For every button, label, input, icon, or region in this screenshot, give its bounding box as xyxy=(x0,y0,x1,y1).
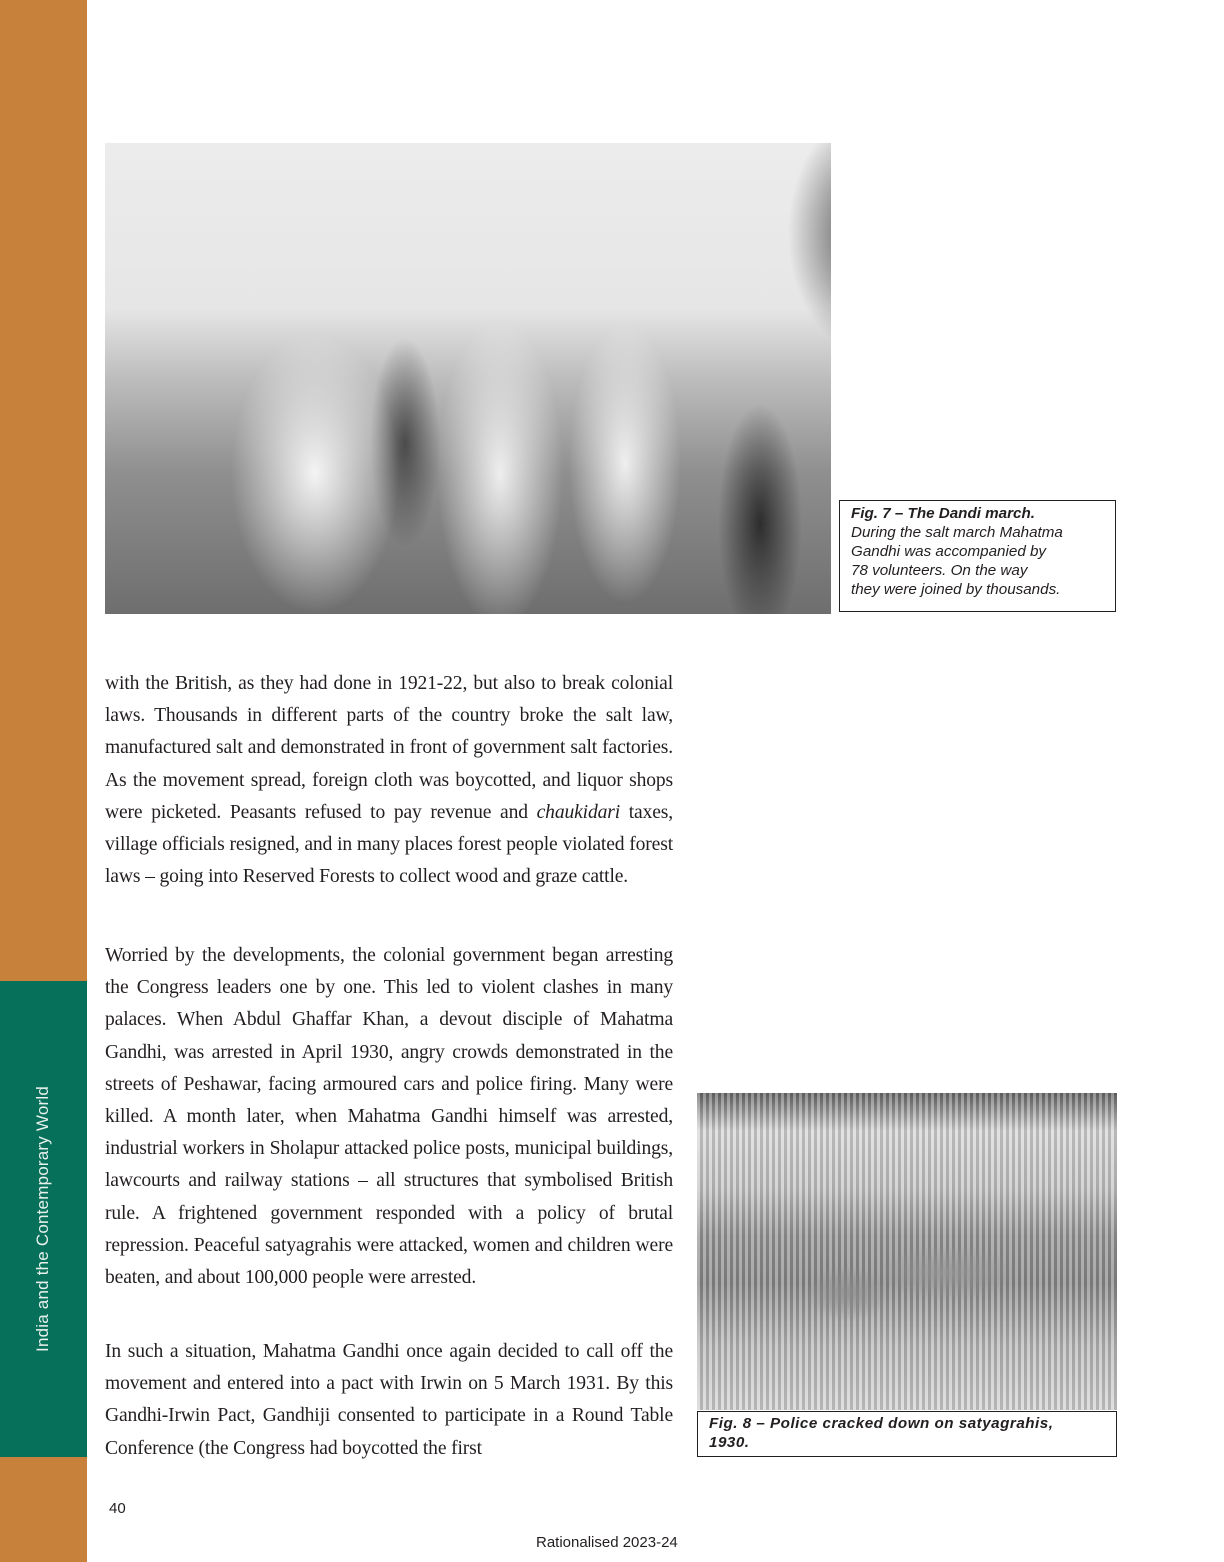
figure-7-caption-label: Fig. 7 – The Dandi march. xyxy=(851,505,1035,522)
figure-7-photo xyxy=(105,143,831,614)
page-number: 40 xyxy=(109,1500,126,1517)
figure-7-caption-line: During the salt march Mahatma xyxy=(851,524,1063,541)
figure-8-caption-line: 1930. xyxy=(709,1434,750,1451)
book-title: India and the Contemporary World xyxy=(33,1086,52,1352)
italic-term: chaukidari xyxy=(536,801,621,823)
figure-8-caption-line: Fig. 8 – Police cracked down on satyagrahis, xyxy=(709,1415,1054,1432)
body-paragraph: with the British, as they had done in 1921-22, but also to break colonial laws. Thousands in different parts of the country broke the salt law, manufactured salt and demonstrated in front of government salt factories. As the movement spread, foreign cloth was boycotted, and liquor shops were picketed. Peasants refused to pay revenue and chaukidari taxes, village officials resigned, and in many places forest people violated forest laws – going into Reserved Forests to collect wood and graze cattle. xyxy=(105,673,673,888)
figure-7-caption-line: they were joined by thousands. xyxy=(851,581,1061,598)
figure-8-caption xyxy=(697,1411,1117,1457)
sidebar-margin xyxy=(0,0,87,1562)
figure-8-photo xyxy=(697,1093,1117,1410)
figure-7-caption-line: 78 volunteers. On the way xyxy=(851,562,1028,579)
rationalised-note: Rationalised 2023-24 xyxy=(536,1534,678,1551)
body-paragraph: Worried by the developments, the colonial government began arresting the Congress leaders one by one. This led to violent clashes in many palaces. When Abdul Ghaffar Khan, a devout disciple of Mahatma Gandhi, was arrested in April 1930, angry crowds demonstrated in the streets of Peshawar, facing armoured cars and police firing. Many were killed. A month later, when Mahatma Gandhi himself was arrested, industrial workers in Sholapur attacked police posts, municipal buildings, lawcourts and railway stations – all structures that symbolised British rule. A frightened government responded with a policy of brutal repression. Peaceful satyagrahis were attacked, women and children were beaten, and about 100,000 people were arrested. xyxy=(105,945,673,1289)
figure-7-caption-line: Gandhi was accompanied by xyxy=(851,543,1047,560)
figure-7-caption xyxy=(839,500,1116,612)
body-paragraph: In such a situation, Mahatma Gandhi once again decided to call off the movement and entered into a pact with Irwin on 5 March 1931. By this Gandhi-Irwin Pact, Gandhiji consented to participate in a Round Table Conference (the Congress had boycotted the first xyxy=(105,1341,673,1459)
